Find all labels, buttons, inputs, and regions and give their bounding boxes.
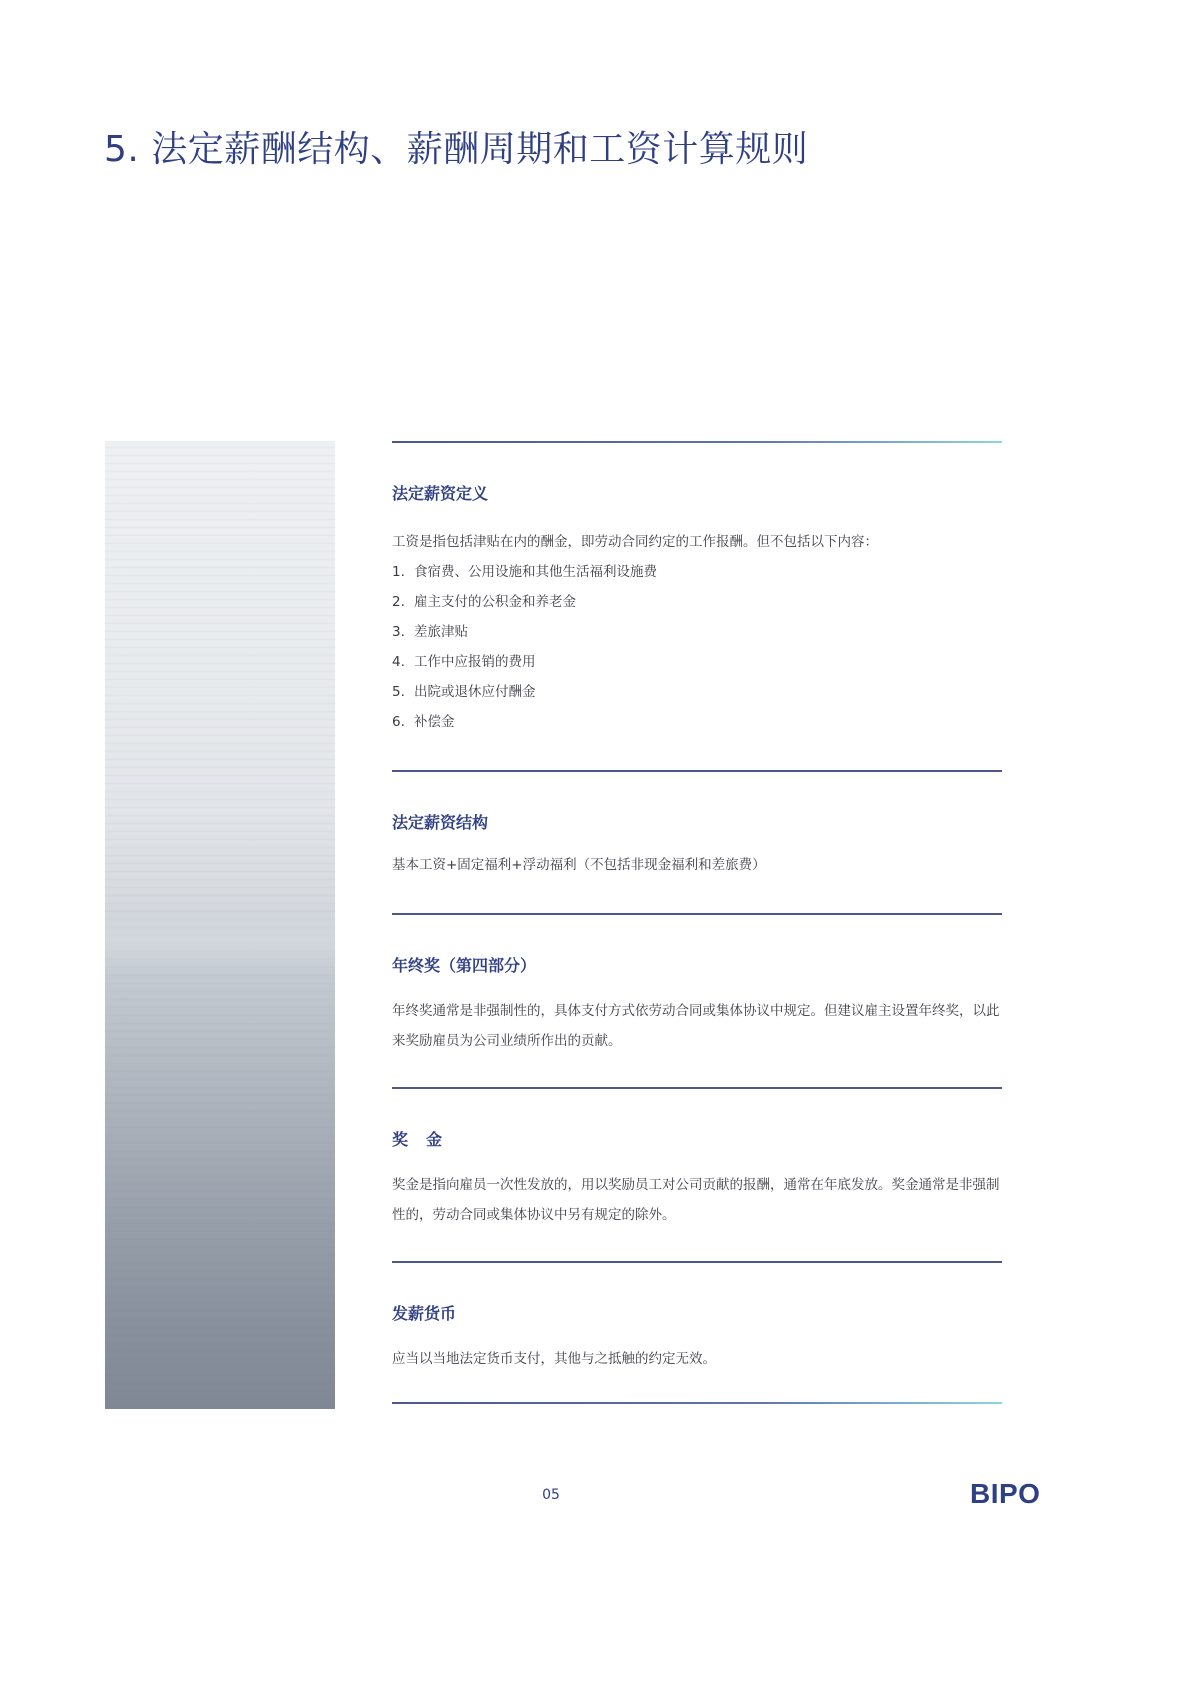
list-item-text: 出院或退休应付酬金: [414, 684, 536, 700]
exclusion-list: [392, 557, 1002, 737]
list-item-text: 补偿金: [414, 714, 455, 730]
list-item-text: 工作中应报销的费用: [414, 654, 536, 670]
page-number: 05: [542, 1487, 560, 1503]
section-divider: [392, 770, 1002, 772]
section-heading: 发薪货币: [392, 1304, 457, 1323]
section-salary-definition: [392, 483, 1002, 737]
list-item-number: 5.: [392, 684, 405, 700]
sea-photo: [105, 441, 335, 1409]
list-item-number: 2.: [392, 594, 405, 610]
list-item-number: 4.: [392, 654, 405, 670]
section-body: 年终奖通常是非强制性的，具体支付方式依劳动合同或集体协议中规定。但建议雇主设置年终奖，以此来奖励雇员为公司业绩所作出的贡献。: [392, 1003, 1000, 1049]
list-item-number: 6.: [392, 714, 405, 730]
section-divider: [392, 441, 1002, 443]
list-item: [392, 677, 1002, 707]
section-body: 奖金是指向雇员一次性发放的，用以奖励员工对公司贡献的报酬，通常在年底发放。奖金通常是非强制性的，劳动合同或集体协议中另有规定的除外。: [392, 1177, 1000, 1223]
list-item-text: 雇主支付的公积金和养老金: [414, 594, 576, 610]
list-item: [392, 647, 1002, 677]
list-item-number: 3.: [392, 624, 405, 640]
bipo-logo: BIPO: [970, 1478, 1041, 1509]
list-item: [392, 557, 1002, 587]
section-body: 应当以当地法定货币支付，其他与之抵触的约定无效。: [392, 1351, 716, 1367]
section-divider: [392, 1402, 1002, 1404]
page-title: 5. 法定薪酬结构、薪酬周期和工资计算规则: [104, 129, 809, 170]
section-heading: 法定薪资结构: [392, 813, 489, 832]
content-column: [392, 441, 1002, 1404]
section-heading: 奖金: [392, 1130, 461, 1149]
section-body: 基本工资+固定福利+浮动福利（不包括非现金福利和差旅费）: [392, 857, 766, 873]
section-salary-structure: [392, 812, 1002, 880]
list-item-text: 差旅津贴: [414, 624, 468, 640]
section-heading: 年终奖（第四部分）: [392, 956, 537, 975]
section-year-end-bonus: [392, 955, 1002, 1056]
list-item-text: 食宿费、公用设施和其他生活福利设施费: [414, 564, 657, 580]
list-item-number: 1.: [392, 564, 405, 580]
list-item: [392, 587, 1002, 617]
section-divider: [392, 1261, 1002, 1263]
section-heading: 法定薪资定义: [392, 484, 489, 503]
sea-horizon: [105, 911, 335, 971]
section-bonus: [392, 1129, 1002, 1230]
section-divider: [392, 913, 1002, 915]
section-intro: 工资是指包括津贴在内的酬金，即劳动合同约定的工作报酬。但不包括以下内容：: [392, 534, 878, 550]
list-item: [392, 617, 1002, 647]
section-payment-currency: [392, 1303, 1002, 1374]
list-item: [392, 707, 1002, 737]
section-divider: [392, 1087, 1002, 1089]
